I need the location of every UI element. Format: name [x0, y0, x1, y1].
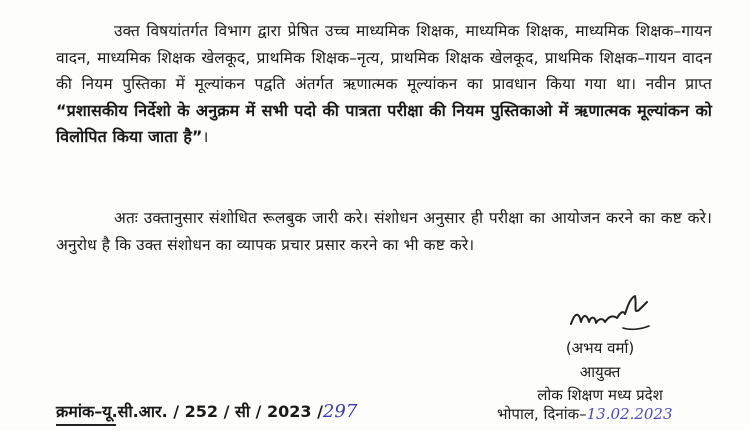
- signatory-title: आयुक्त: [579, 363, 621, 381]
- paragraph-2-text: अतः उक्तानुसार संशोधित रूलबुक जारी करे। संशोधन अनुसार ही परीक्षा का आयोजन करने का कष्ट करे। अनुरोध है कि उक्त संशोधन का व्यापक प्रचार प्रसार करने का भी कष्ट करे।: [56, 209, 712, 254]
- paragraph-1-text: उक्त विषयांतर्गत विभाग द्वारा प्रेषित उच्च माध्यमिक शिक्षक, माध्यमिक शिक्षक, माध्यमिक शिक्षक–गायन वादन, माध्यमिक शिक्षक खेलकूद, प्राथमिक शिक्षक–नृत्य, प्राथमिक शिक्षक खेलकूद, प्राथमिक शिक्षक–गायन वादन की नियम पुस्तिका में मूल्यांकन पद्वति अंतर्गत ऋणात्मक मूल्यांकन का प्रावधान किया गया था। नवीन प्राप्त: [56, 22, 712, 93]
- underlined-quote: “प्रशासकीय निर्देशो के अनुक्रम में सभी पदो की पात्रता परीक्षा की नियम पुस्तिकाओ में ऋणात्मक मूल्यांकन को विलोपित किया जाता है”: [56, 100, 712, 146]
- reference-printed: क्रमांक–यू.सी.आर. / 252 / सी / 2023 /: [56, 402, 323, 421]
- place-and-date: [497, 404, 673, 424]
- body-paragraph-1: [56, 18, 712, 151]
- handwritten-date: 13.02.2023: [586, 405, 673, 423]
- reference-handwritten: 297: [322, 401, 358, 422]
- handwritten-signature: [565, 288, 655, 336]
- place-label: भोपाल, दिनांक–: [497, 405, 587, 423]
- signatory-name: (अभय वर्मा): [565, 339, 635, 357]
- body-paragraph-2: [56, 205, 712, 258]
- signatory-office: लोक शिक्षण मध्य प्रदेश: [537, 386, 663, 404]
- next-line-fragment: [56, 424, 116, 434]
- paragraph-1-end: ।: [202, 128, 209, 146]
- reference-number: [56, 400, 357, 422]
